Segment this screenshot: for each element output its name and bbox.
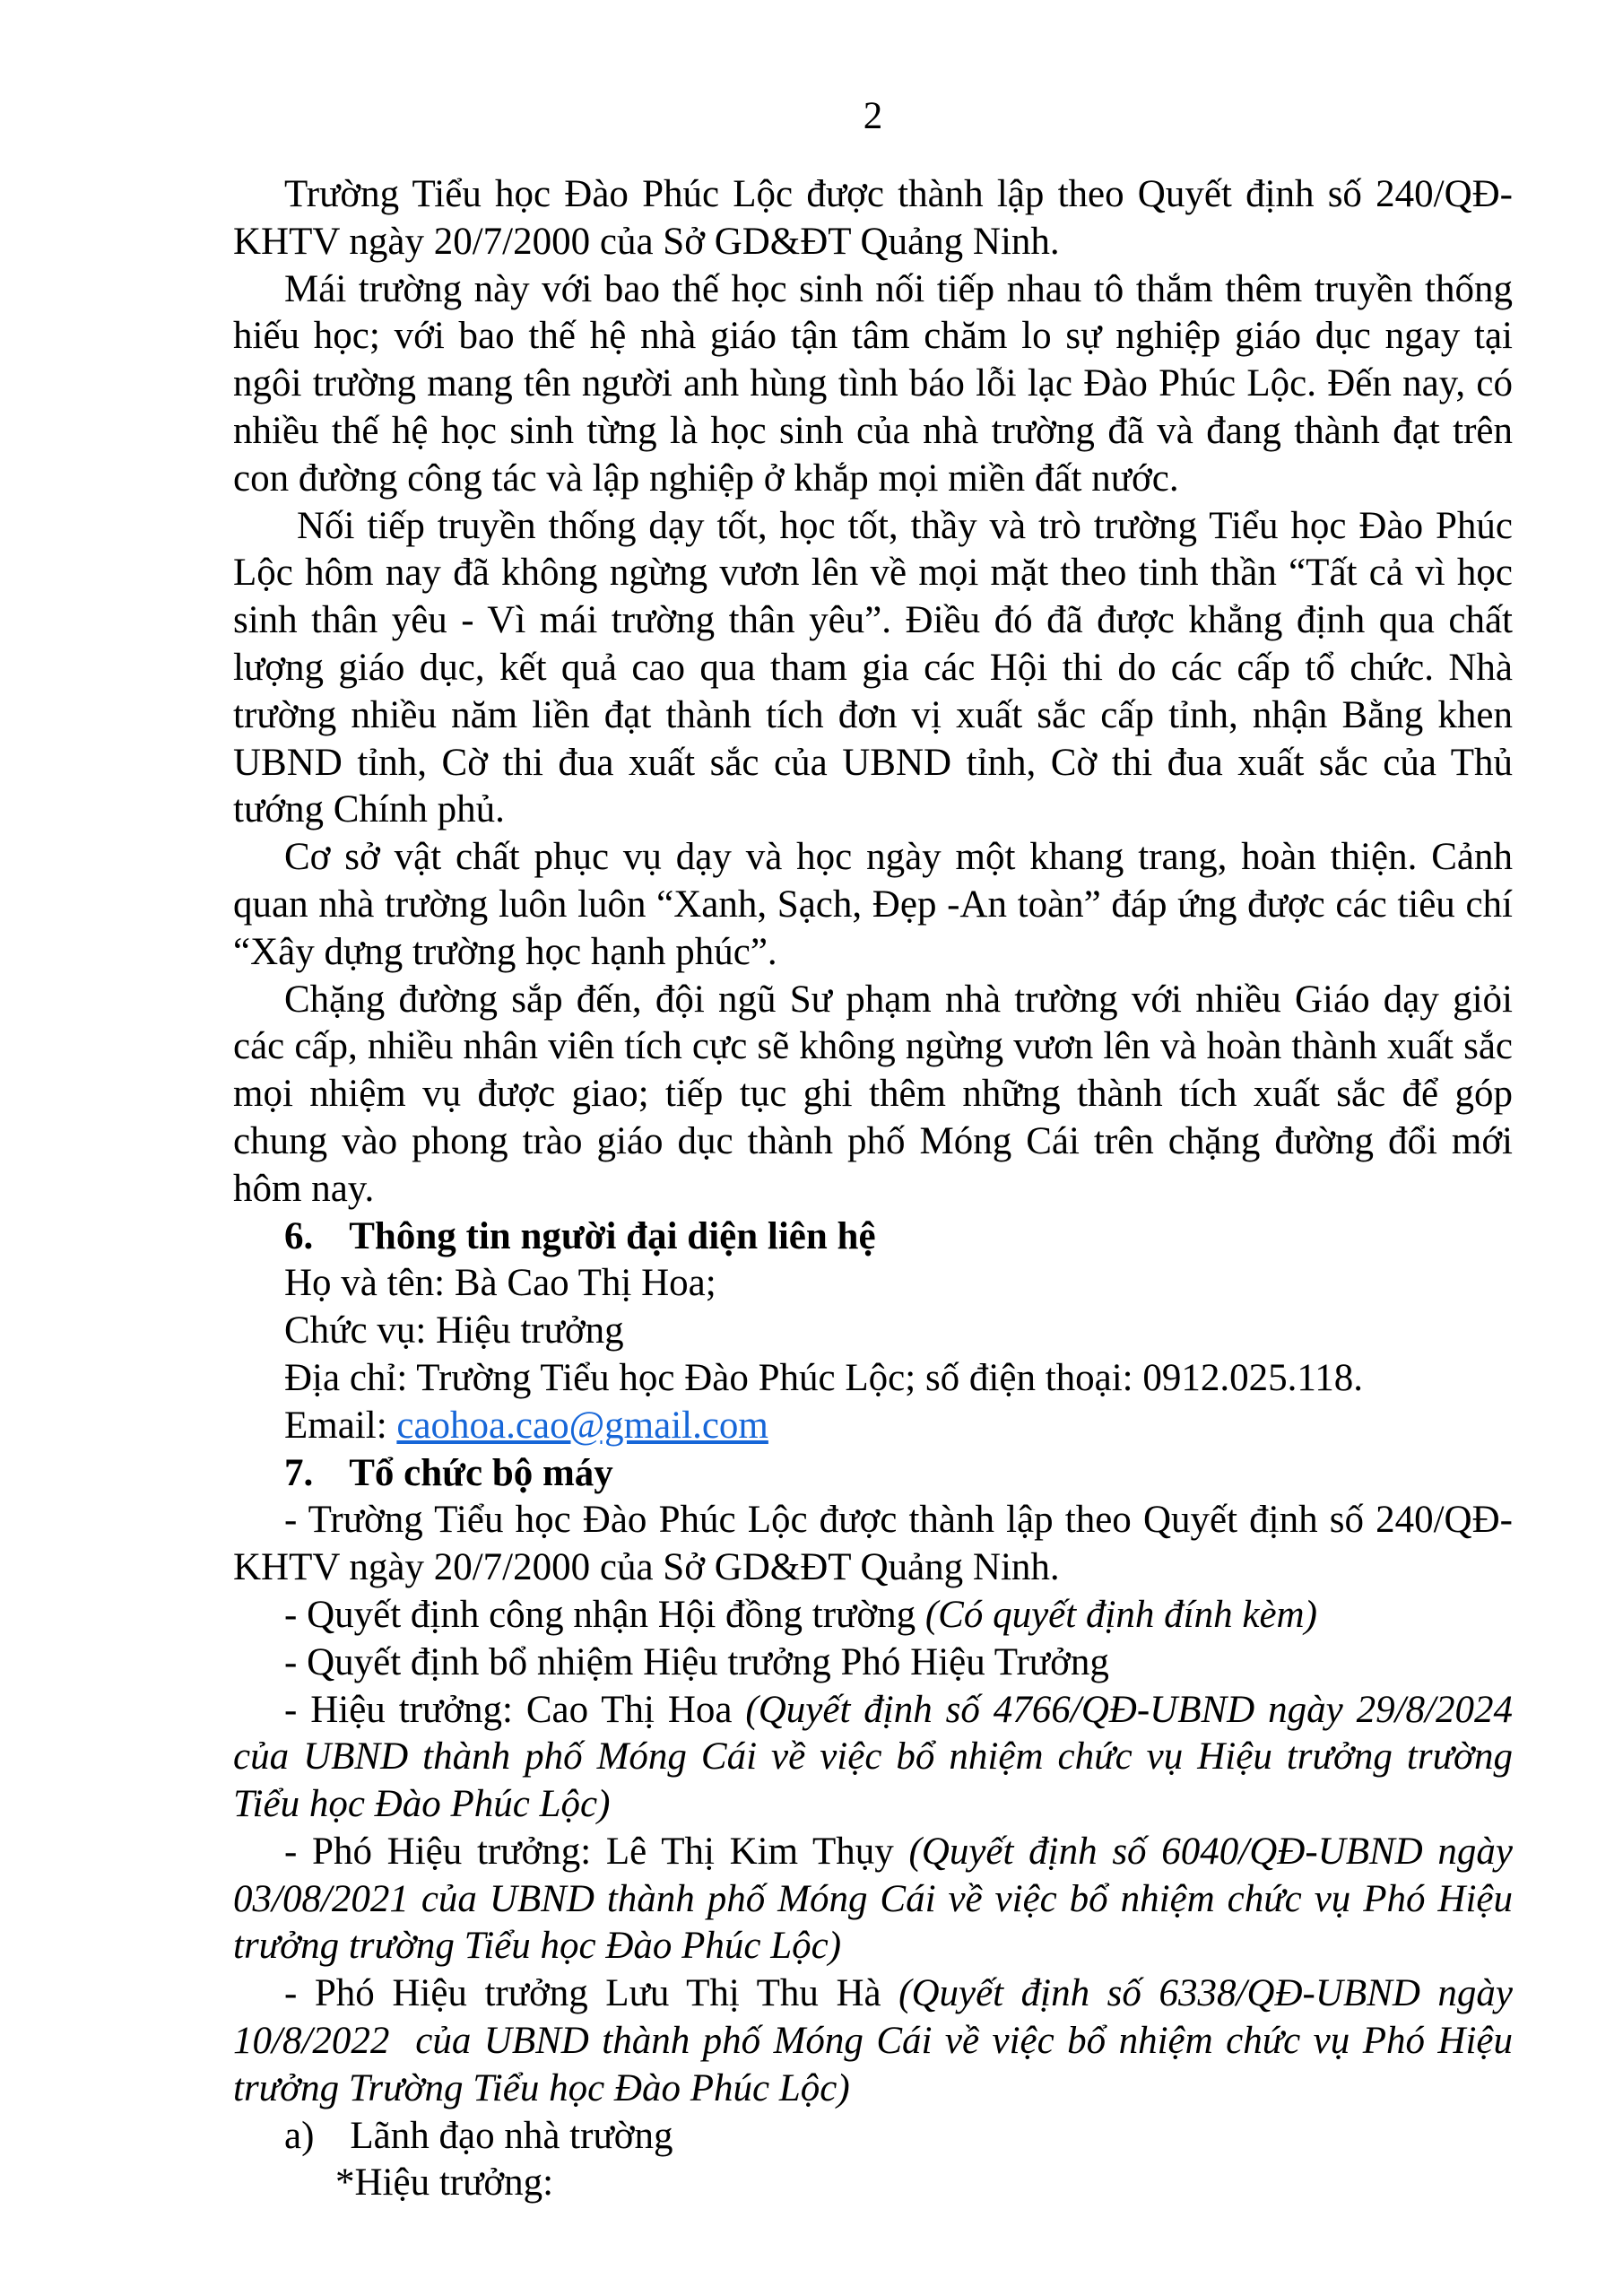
text-run: Trường Tiểu học Đào Phúc Lộc được thành lập theo Quyết định số 240/QĐ-KHTV ngày 20/7/2000 của Sở GD&ĐT Quảng Ninh. — [233, 173, 1513, 263]
text-run: Cơ sở vật chất phục vụ dạy và học ngày một khang trang, hoàn thiện. Cảnh quan nhà trường luôn luôn “Xanh, Sạch, Đẹp -An toàn” đáp ứng được các tiêu chí “Xây dựng trường học hạnh phúc”. — [233, 836, 1523, 973]
text-run: (Có quyết định đính kèm) — [924, 1593, 1317, 1636]
text-run: 6. — [284, 1214, 314, 1257]
text-run: - Phó Hiệu trưởng Lưu Thị Thu Hà — [284, 1972, 899, 2015]
text-run: Mái trường này với bao thế học sinh nối tiếp nhau tô thắm thêm truyền thống hiếu học; với bao thế hệ nhà giáo tận tâm chăm lo sự nghiệp giáo dục ngay tại ngôi trường mang tên người anh hùng tình báo lỗi lạc Đào Phúc Lộc. Đến nay, có nhiều thế hệ học sinh từng là học sinh của nhà trường đã và đang thành đạt trên con đường công tác và lập nghiệp ở khắp mọi miền đất nước. — [233, 267, 1523, 500]
text-run: - Hiệu trưởng: Cao Thị Hoa — [284, 1688, 746, 1731]
heading-section-6 — [233, 1213, 1513, 1261]
text-run: 7. — [284, 1451, 314, 1494]
text-run: Email: — [284, 1404, 397, 1447]
text-run: - Trường Tiểu học Đào Phúc Lộc được thành lập theo Quyết định số 240/QĐ-KHTV ngày 20/7/2000 của Sở GD&ĐT Quảng Ninh. — [233, 1499, 1513, 1589]
text-run: Chức vụ: Hiệu trưởng — [284, 1309, 624, 1352]
item-school-leadership — [233, 2113, 1513, 2161]
text-run: Lãnh đạo nhà trường — [350, 2114, 673, 2157]
page-number: 2 — [863, 95, 883, 137]
email-link[interactable]: caohoa.cao@gmail.com — [396, 1404, 768, 1447]
text-run: - Phó Hiệu trưởng: Lê Thị Kim Thụy — [284, 1830, 909, 1873]
para-facilities — [233, 834, 1523, 976]
field-email — [233, 1403, 1513, 1450]
text-run: Thông tin người đại diện liên hệ — [349, 1214, 876, 1257]
text-run: (Quyết định số 6040/QĐ-UBND ngày 03/08/2021 của UBND thành phố Móng Cái về việc bổ nhiệm chức vụ Phó Hiệu trưởng trường Tiểu học Đào Phúc Lộc) — [233, 1830, 1523, 1968]
text-run: a) — [284, 2114, 315, 2157]
item-vice-principal-2 — [233, 1970, 1523, 2112]
para-tradition — [233, 503, 1523, 835]
field-fullname — [233, 1260, 1513, 1308]
text-run: Chặng đường sắp đến, đội ngũ Sư phạm nhà trường với nhiều Giáo dạy giỏi các cấp, nhiều nhân viên tích cực sẽ không ngừng vươn lên và hoàn thành xuất sắc mọi nhiệm vụ được giao; tiếp tục ghi thêm những thành tích xuất sắc để góp chung vào phong trào giáo dục thành phố Móng Cái trên chặng đường đổi mới hôm nay. — [233, 978, 1523, 1210]
document-body — [233, 171, 1523, 2207]
item-appointment-decision — [233, 1639, 1513, 1687]
text-run: - Quyết định công nhận Hội đồng trường — [284, 1593, 925, 1636]
item-principal — [233, 1687, 1523, 1829]
text-run: Địa chỉ: Trường Tiểu học Đào Phúc Lộc; số điện thoại: 0912.025.118. — [284, 1356, 1364, 1399]
text-run: Nối tiếp truyền thống dạy tốt, học tốt, thầy và trò trường Tiểu học Đào Phúc Lộc hôm nay đã không ngừng vươn lên về mọi mặt theo tinh thần “Tất cả vì học sinh thân yêu - Vì mái trường thân yêu”. Điều đó đã được khẳng định qua chất lượng giáo dục, kết quả cao qua tham gia các Hội thi do các cấp tổ chức. Nhà trường nhiều năm liền đạt thành tích đơn vị xuất sắc cấp tỉnh, nhận Bằng khen UBND tỉnh, Cờ thi đua xuất sắc của UBND tỉnh, Cờ thi đua xuất sắc của Thủ tướng Chính phủ. — [233, 504, 1523, 831]
para-future — [233, 977, 1523, 1213]
text-run: Tổ chức bộ máy — [349, 1451, 613, 1494]
text-run: - Quyết định bổ nhiệm Hiệu trưởng Phó Hiệu Trưởng — [284, 1640, 1109, 1683]
text-run: (Quyết định số 4766/QĐ-UBND ngày 29/8/2024 của UBND thành phố Móng Cái về việc bổ nhiệm chức vụ Hiệu trưởng trường Tiểu học Đào Phúc Lộc) — [233, 1688, 1523, 1826]
field-address-phone — [233, 1355, 1513, 1403]
heading-section-7 — [233, 1450, 1513, 1498]
para-founding — [233, 171, 1513, 266]
field-position — [233, 1308, 1513, 1355]
text-run: *Hiệu trưởng: — [335, 2161, 554, 2205]
para-history — [233, 266, 1523, 503]
item-council-decision — [233, 1592, 1513, 1639]
item-vice-principal-1 — [233, 1829, 1523, 1970]
item-founding-decision — [233, 1497, 1513, 1592]
text-run: Họ và tên: Bà Cao Thị Hoa; — [284, 1262, 716, 1305]
text-run: (Quyết định số 6338/QĐ-UBND ngày 10/8/2022 của UBND thành phố Móng Cái về việc bổ nhiệm chức vụ Phó Hiệu trưởng Trường Tiểu học Đào Phúc Lộc) — [233, 1972, 1523, 2109]
line-principal-label — [233, 2160, 1513, 2207]
